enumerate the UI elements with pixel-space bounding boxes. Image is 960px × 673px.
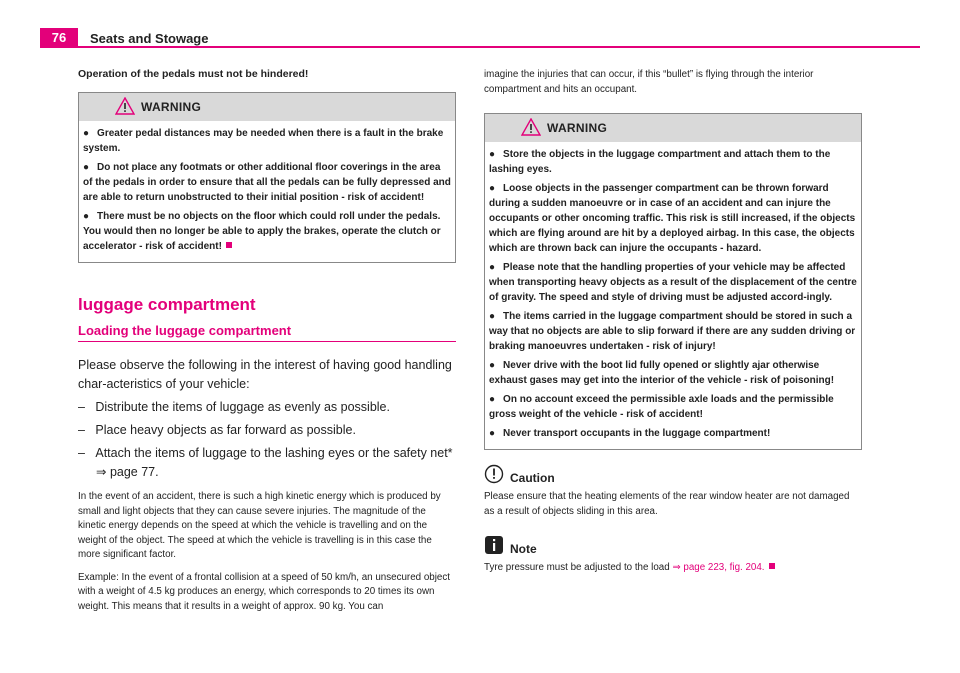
warning-item: ● On no account exceed the permissible axle loads and the permissible gross weight of the vehicle - risk of accident! [489,394,834,420]
continuation-paragraph: imagine the injuries that can occur, if this “bullet” is flying through the interior compartment and hits an occupant. [484,69,814,95]
section-title: luggage compartment [78,295,256,314]
left-column [78,68,456,614]
running-header-title: Seats and Stowage [90,31,209,46]
note-text: Tyre pressure must be adjusted to the load ⇒ page 223, fig. 204. [484,561,862,576]
caution-icon [484,464,504,484]
warning-item: ● The items carried in the luggage compartment should be stored in such a way that no objects are able to slip forward if there are any sudden driving or braking manoeuvres undertaken - risk of injury! [489,311,856,352]
warning-box-pedals [78,92,456,263]
warning-triangle-icon [521,118,541,136]
example-paragraph: Example: In the event of a frontal collision at a speed of 50 km/h, an unsecured object with a weight of 4.5 kg produces an energy, which corresponds to 20 times its own weight. This means that it results in a weight of approx. 90 kg. You can [78,571,450,612]
bullet-icon: ● [489,149,496,160]
end-of-section-icon [226,242,232,248]
list-item: – Distribute the items of luggage as evenly as possible. [78,400,390,414]
intro-paragraph: Please observe the following in the interest of having good handling char-acteristics of your vehicle: [78,358,452,391]
bullet-icon: ● [489,183,496,194]
note-label: Note [510,542,537,556]
bullet-icon: ● [83,211,90,222]
bullet-icon: ● [489,428,496,439]
subsection-title: Loading the luggage compartment [78,323,456,342]
warning-triangle-icon [115,97,135,115]
warning-box-luggage [484,113,862,450]
warning-header [485,114,861,142]
bullet-icon: ● [489,311,496,322]
list-item: – Attach the items of luggage to the lashing eyes or the safety net* ⇒ page 77. [78,444,456,482]
bullet-icon: ● [83,128,90,139]
caution-label: Caution [510,471,555,485]
pedals-lead: Operation of the pedals must not be hindered! [78,68,309,80]
bullet-icon: ● [489,360,496,371]
list-item: – Place heavy objects as far forward as possible. [78,423,356,437]
warning-item: ● Loose objects in the passenger compartment can be thrown forward during a sudden manoeuvre or in case of an accident and can injure the occupants or other oncoming traffic. This risk is still increased, if the objects which are flying around are hit by a deployed airbag. In this case, the objects which are thrown back can injure the occupants - hazard. [489,183,856,254]
header-rule [40,46,920,48]
warning-header [79,93,455,121]
warning-item: ● Never drive with the boot lid fully opened or slightly ajar otherwise exhaust gases may get into the interior of the vehicle - risk of poisoning! [489,360,835,386]
bullet-icon: ● [489,394,496,405]
warning-label: WARNING [141,100,202,114]
right-column [484,68,862,576]
bullet-icon: ● [489,262,496,273]
warning-item: ● Please note that the handling properties of your vehicle may be affected when transporting heavy objects as a result of the displacement of the centre of gravity. The speed and style of driving must be adjusted accord-ingly. [489,262,857,303]
warning-label: WARNING [547,121,608,135]
note-header [484,535,862,557]
bullet-icon: ● [83,162,90,173]
end-of-section-icon [769,563,775,569]
warning-item: ● Do not place any footmats or other additional floor coverings in the area of the pedals in order to ensure that all the pedals can be fully depressed and are able to return unobstructed to their initial position - risk of accident! [83,162,451,203]
note-icon [484,535,504,555]
warning-item: ● There must be no objects on the floor which could roll under the pedals. You would then no longer be able to apply the brakes, operate the clutch or accelerator - risk of accident! [83,211,441,252]
figure-reference-link[interactable]: ⇒ page 223, fig. 204. [672,562,765,573]
page-number: 76 [40,28,78,47]
warning-item: ● Greater pedal distances may be needed when there is a fault in the brake system. [83,128,444,154]
kinetic-energy-paragraph: In the event of an accident, there is such a high kinetic energy which is produced by small and light objects that they can cause severe injuries. The magnitude of the kinetic energy depends on the speed at which the vehicle is travelling and on the weight of the object. The speed at which the vehicle is travelling is in this case the more significant factor. [78,491,441,560]
caution-header [484,464,862,486]
caution-text: Please ensure that the heating elements of the rear window heater are not damaged as a result of objects sliding in this area. [484,491,850,517]
page-reference-link[interactable]: ⇒ page 77. [96,465,159,479]
warning-item: ● Store the objects in the luggage compartment and attach them to the lashing eyes. [489,149,831,175]
warning-item: ● Never transport occupants in the luggage compartment! [489,428,771,439]
